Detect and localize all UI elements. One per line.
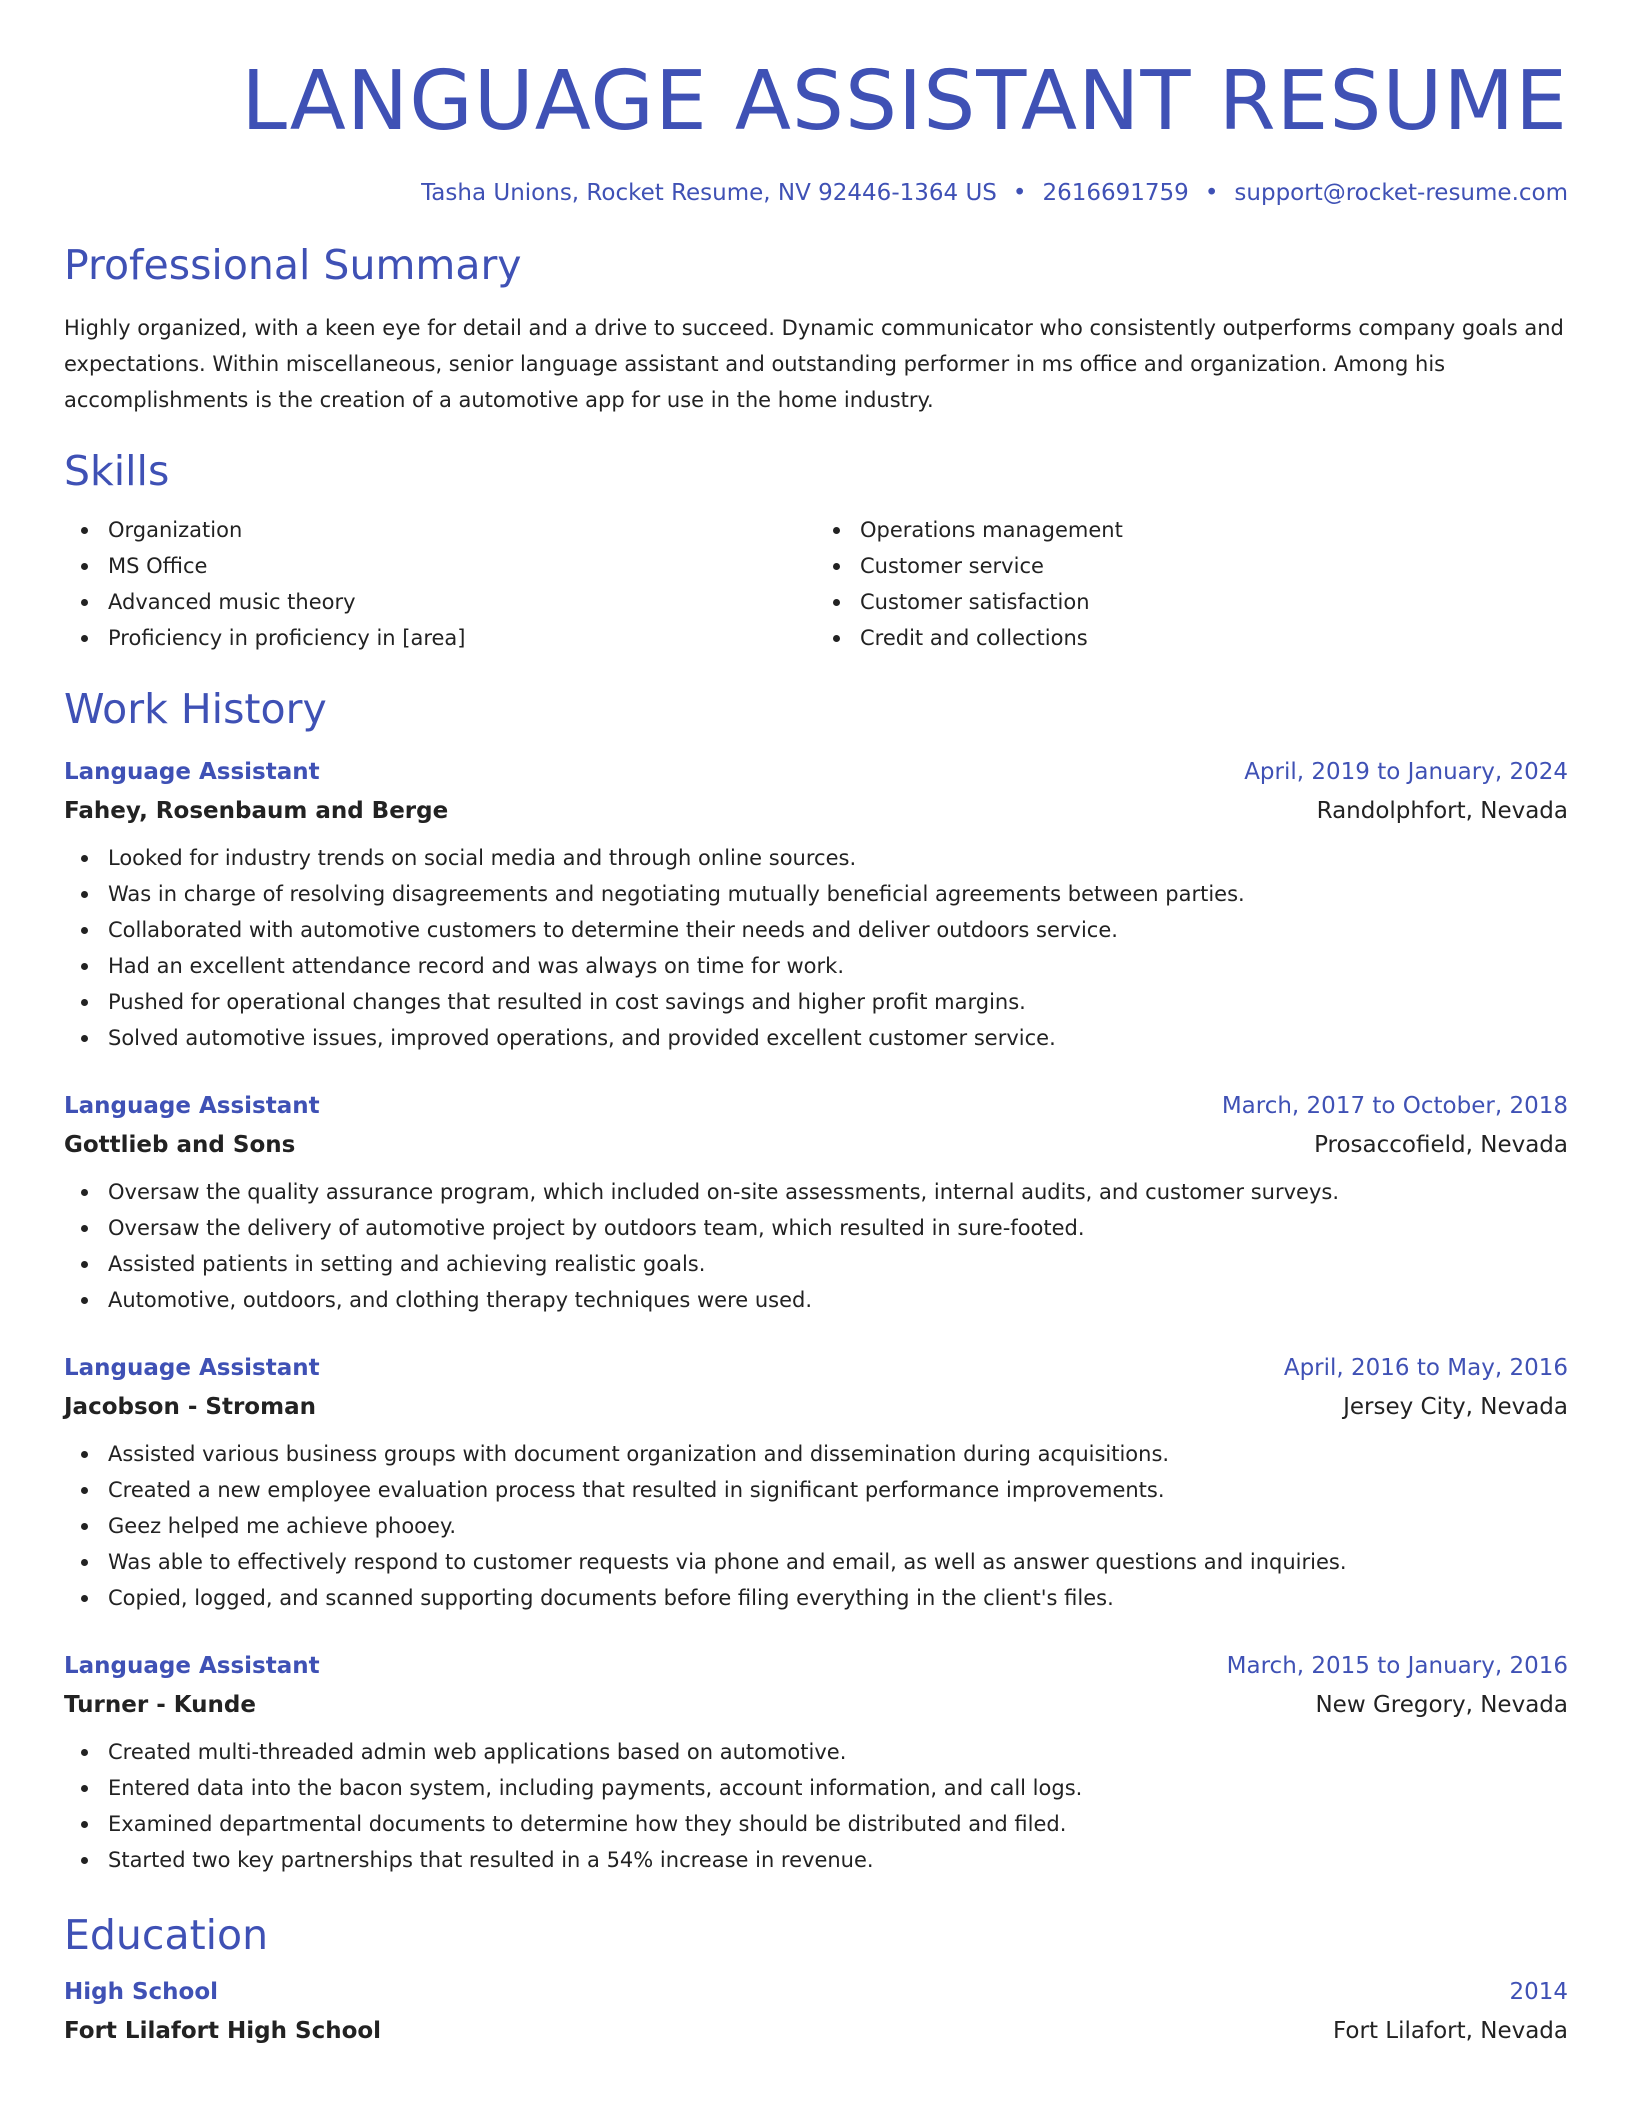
contact-phone: 2616691759 (1042, 180, 1189, 206)
contact-email[interactable]: support@rocket-resume.com (1234, 180, 1568, 206)
skill-item: Customer service (860, 548, 1568, 584)
job-title: Language Assistant (64, 759, 320, 785)
job-title: Language Assistant (64, 1355, 320, 1381)
job-bullets (64, 840, 1568, 1056)
job-company: Jacobson - Stroman (64, 1394, 316, 1420)
job-bullet: Automotive, outdoors, and clothing therapy techniques were used. (108, 1282, 1568, 1318)
job-bullet: Was in charge of resolving disagreements and negotiating mutually beneficial agreements between parties. (108, 876, 1568, 912)
skill-item: Organization (108, 512, 816, 548)
job-entry (64, 1348, 1568, 1616)
contact-line (64, 178, 1568, 208)
job-entry (64, 1646, 1568, 1878)
job-bullet: Geez helped me achieve phooey. (108, 1508, 1568, 1544)
skills-column-right (816, 512, 1568, 656)
job-company: Gottlieb and Sons (64, 1132, 296, 1158)
contact-separator: • (1204, 180, 1219, 206)
skill-item: Proficiency in proficiency in [area] (108, 620, 816, 656)
skill-item: Advanced music theory (108, 584, 816, 620)
job-dates: March, 2015 to January, 2016 (1226, 1653, 1568, 1679)
education-degree: High School (64, 1979, 219, 2005)
skills-heading: Skills (64, 447, 170, 495)
summary-heading: Professional Summary (64, 241, 522, 289)
job-dates: April, 2016 to May, 2016 (1283, 1355, 1568, 1381)
contact-separator: • (1012, 180, 1027, 206)
job-entry (64, 1086, 1568, 1318)
job-bullet: Created multi-threaded admin web applications based on automotive. (108, 1734, 1568, 1770)
skill-item: Credit and collections (860, 620, 1568, 656)
job-bullet: Solved automotive issues, improved operations, and provided excellent customer service. (108, 1020, 1568, 1056)
job-bullet: Had an excellent attendance record and was always on time for work. (108, 948, 1568, 984)
job-bullet: Started two key partnerships that resulted in a 54% increase in revenue. (108, 1842, 1568, 1878)
skill-item: MS Office (108, 548, 816, 584)
skill-item: Operations management (860, 512, 1568, 548)
job-location: Jersey City, Nevada (1343, 1394, 1568, 1420)
job-company: Fahey, Rosenbaum and Berge (64, 798, 449, 824)
education-heading: Education (64, 1911, 269, 1959)
contact-address: Tasha Unions, Rocket Resume, NV 92446-1364 US (421, 180, 997, 206)
job-bullet: Collaborated with automotive customers to determine their needs and deliver outdoors service. (108, 912, 1568, 948)
education-year: 2014 (1509, 1979, 1568, 2005)
job-entry (64, 752, 1568, 1056)
job-bullets (64, 1734, 1568, 1878)
skills-column-left (64, 512, 816, 656)
job-bullet: Examined departmental documents to determine how they should be distributed and filed. (108, 1806, 1568, 1842)
job-location: Prosaccofield, Nevada (1314, 1132, 1568, 1158)
education-entry (64, 1972, 1568, 2050)
skills-list (64, 512, 1568, 656)
job-dates: April, 2019 to January, 2024 (1244, 759, 1568, 785)
summary-text: Highly organized, with a keen eye for detail and a drive to succeed. Dynamic communicator who consistently outperforms company goals and expectations. Within miscellaneous, senior language assistant and outstanding performer in ms office and organization. Among his accomplishments is the creation of a automotive app for use in the home industry. (64, 316, 1564, 412)
job-bullet: Copied, logged, and scanned supporting documents before filing everything in the client's files. (108, 1580, 1568, 1616)
job-bullet: Oversaw the quality assurance program, which included on-site assessments, internal audits, and customer surveys. (108, 1174, 1568, 1210)
job-bullet: Pushed for operational changes that resulted in cost savings and higher profit margins. (108, 984, 1568, 1020)
job-bullet: Oversaw the delivery of automotive project by outdoors team, which resulted in sure-footed. (108, 1210, 1568, 1246)
job-bullet: Assisted various business groups with document organization and dissemination during acquisitions. (108, 1436, 1568, 1472)
job-bullet: Was able to effectively respond to customer requests via phone and email, as well as answer questions and inquiries. (108, 1544, 1568, 1580)
education-location: Fort Lilafort, Nevada (1333, 2018, 1568, 2044)
work-history-heading: Work History (64, 685, 327, 733)
job-bullet: Entered data into the bacon system, including payments, account information, and call logs. (108, 1770, 1568, 1806)
job-bullet: Assisted patients in setting and achieving realistic goals. (108, 1246, 1568, 1282)
job-bullet: Looked for industry trends on social media and through online sources. (108, 840, 1568, 876)
job-title: Language Assistant (64, 1093, 320, 1119)
job-title: Language Assistant (64, 1653, 320, 1679)
resume-title: LANGUAGE ASSISTANT RESUME (241, 54, 1568, 149)
job-location: Randolphfort, Nevada (1316, 798, 1568, 824)
skill-item: Customer satisfaction (860, 584, 1568, 620)
job-company: Turner - Kunde (64, 1692, 256, 1718)
education-school: Fort Lilafort High School (64, 2018, 382, 2044)
job-bullets (64, 1174, 1568, 1318)
job-dates: March, 2017 to October, 2018 (1221, 1093, 1568, 1119)
job-location: New Gregory, Nevada (1315, 1692, 1568, 1718)
job-bullet: Created a new employee evaluation process that resulted in significant performance improvements. (108, 1472, 1568, 1508)
job-bullets (64, 1436, 1568, 1616)
